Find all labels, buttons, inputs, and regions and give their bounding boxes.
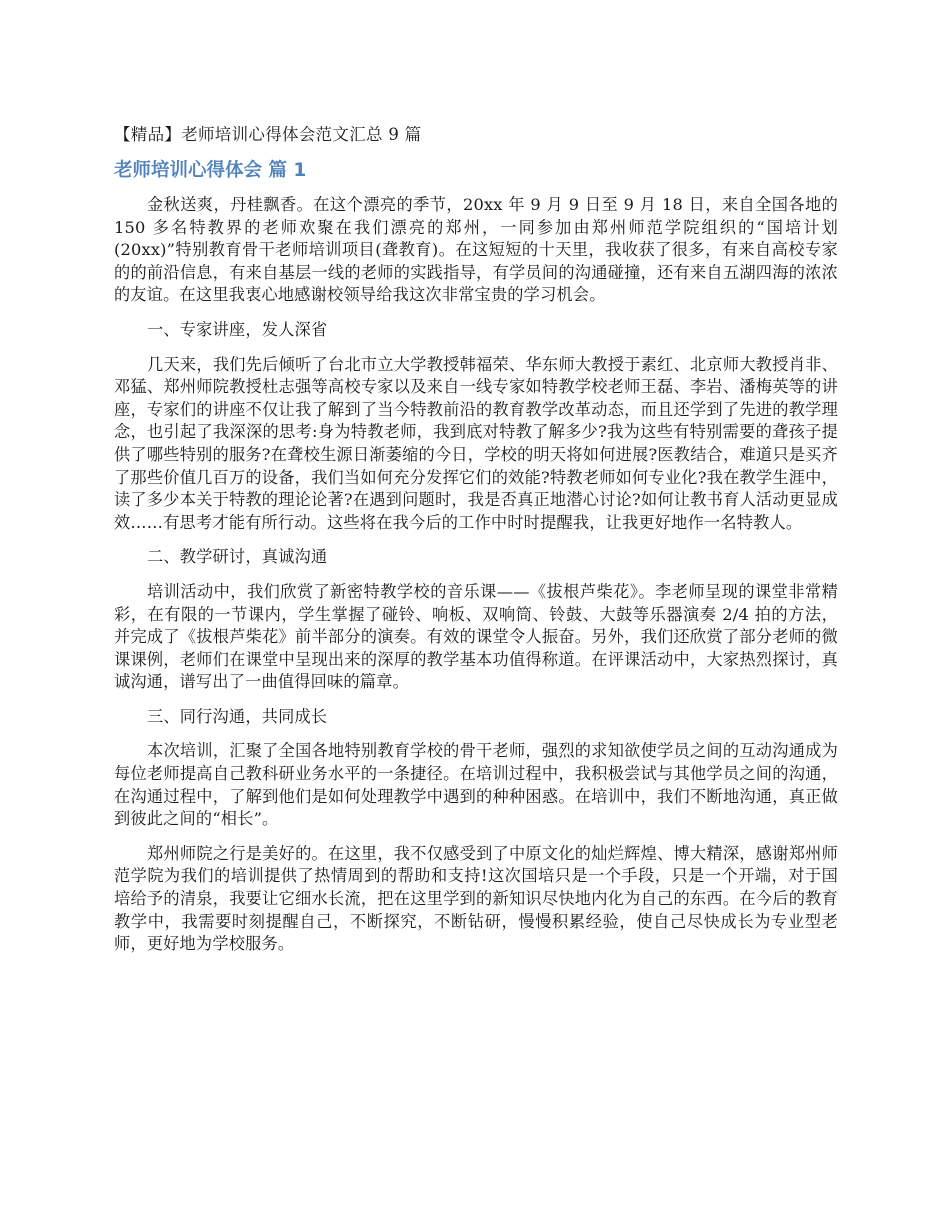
subheading-expert-lectures: 一、专家讲座，发人深省 xyxy=(147,319,328,339)
section-heading: 老师培训心得体会 篇 1 xyxy=(114,160,307,181)
document-page xyxy=(114,124,838,968)
closing-paragraph: 郑州师院之行是美好的。在这里，我不仅感受到了中原文化的灿烂辉煌、博大精深，感谢郑州师范学院为我们的培训提供了热情周到的帮助和支持!这次国培只是一个手段，只是一个开端，对于国培给予的清泉，我要让它细水长流，把在这里学到的新知识尽快地内化为自己的东西。在今后的教育教学中，我需要时刻提醒自己，不断探究，不断钻研，慢慢积累经验，使自己尽快成长为专业型老师，更好地为学校服务。 xyxy=(114,843,838,954)
peer-communication-paragraph: 本次培训，汇聚了全国各地特别教育学校的骨干老师，强烈的求知欲使学员之间的互动沟通成为每位老师提高自己教科研业务水平的一条捷径。在培训过程中，我积极尝试与其他学员之间的沟通，在沟通过程中，了解到他们是如何处理教学中遇到的种种困惑。在培训中，我们不断地沟通，真正做到彼此之间的“相长”。 xyxy=(114,741,838,829)
subheading-peer-communication: 三、同行沟通，共同成长 xyxy=(147,706,328,726)
expert-lectures-paragraph: 几天来，我们先后倾听了台北市立大学教授韩福荣、华东师大教授于素红、北京师大教授肖非、邓猛、郑州师院教授杜志强等高校专家以及来自一线专家如特教学校老师王磊、李岩、潘梅英等的讲座，专家们的讲座不仅让我了解到了当今特教前沿的教育教学改革动态，而且还学到了先进的教学理念，也引起了我深深的思考:身为特教老师，我到底对特教了解多少?我为这些有特别需要的聋孩子提供了哪些特别的服务?在聋校生源日渐萎缩的今日，学校的明天将如何进展?医教结合，难道只是买齐了那些价值几百万的设备，我们当如何充分发挥它们的效能?特教老师如何专业化?我在教学生涯中，读了多少本关于特教的理论论著?在遇到问题时，我是否真正地潜心讨论?如何让教书育人活动更显成效……有思考才能有所行动。这些将在我今后的工作中时时提醒我，让我更好地作一名特教人。 xyxy=(114,354,838,532)
intro-paragraph: 金秋送爽，丹桂飘香。在这个漂亮的季节，20xx 年 9 月 9 日至 9 月 18 日，来自全国各地的 150 多名特教界的老师欢聚在我们漂亮的郑州，一同参加由郑州师范学院组织的“国培计划(20xx)”特别教育骨干老师培训项目(聋教育)。在这短短的十天里，我收获了很多，有来自高校专家的的前沿信息，有来自基层一线的老师的实践指导，有学员间的沟通碰撞，还有来自五湖四海的浓浓的友谊。在这里我衷心地感谢校领导给我这次非常宝贵的学习机会。 xyxy=(114,195,838,305)
subheading-teaching-discussion: 二、教学研讨，真诚沟通 xyxy=(147,547,328,567)
teaching-discussion-paragraph: 培训活动中，我们欣赏了新密特教学校的音乐课——《拔根芦柴花》。李老师呈现的课堂非常精彩，在有限的一节课内，学生掌握了碰铃、响板、双响筒、铃鼓、大鼓等乐器演奏 2/4 拍的方法，并完成了《拔根芦柴花》前半部分的演奏。有效的课堂令人振奋。另外，我们还欣赏了部分老师的微课课例，老师们在课堂中呈现出来的深厚的教学基本功值得称道。在评课活动中，大家热烈探讨，真诚沟通，谱写出了一曲值得回味的篇章。 xyxy=(114,581,838,692)
document-title: 【精品】老师培训心得体会范文汇总 9 篇 xyxy=(114,125,422,144)
